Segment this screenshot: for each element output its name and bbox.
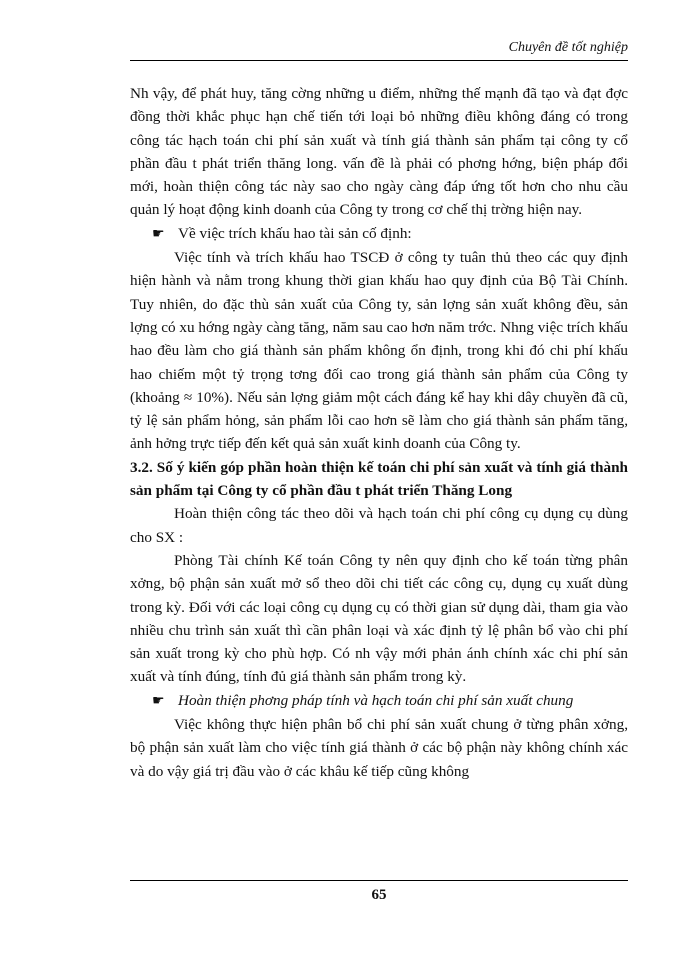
bullet-depreciation-label: Về việc trích khấu hao tài sản cố định: [178,224,412,242]
header-title: Chuyên đề tốt nghiệp [508,40,628,55]
paragraph-tools: Hoàn thiện công tác theo dõi và hạch toán chi phí công cụ dụng cụ dùng cho SX : [130,505,628,546]
pointing-hand-icon: ☛ [152,226,165,242]
page-header [130,38,628,61]
page-footer [130,880,628,904]
bullet-overhead-label: Hoàn thiện phơng pháp tính và hạch toán chi phí sản xuất chung [178,691,574,709]
page-content [130,82,628,783]
bullet-depreciation [152,222,628,246]
pointing-hand-icon: ☛ [152,693,165,709]
section-heading: 3.2. Số ý kiến góp phần hoàn thiện kế toán chi phí sản xuất và tính giá thành sản phẩm tại Công ty cổ phần đầu t phát triển Thăng Long [130,458,628,500]
paragraph-accounting-dept: Phòng Tài chính Kế toán Công ty nên quy định cho kế toán từng phân xởng, bộ phận sản xuất mở sổ theo dõi chi tiết các công cụ, dụng cụ xuất dùng trong kỳ. Đối với các loại công cụ dụng cụ có thời gian sử dụng dài, tham gia vào nhiều chu trình sản xuất thì cần phân loại và xác định tỷ lệ phân bổ vào chi phí sản xuất trong kỳ cho phù hợp. Có nh vậy mới phản ánh chính xác chi phí sản xuất và tính đúng, tính đủ giá thành sản phẩm trong kỳ. [130,551,628,686]
page-number: 65 [371,887,387,903]
paragraph-overhead: Việc không thực hiện phân bổ chi phí sản xuất chung ở từng phân xởng, bộ phận sản xuất làm cho việc tính giá thành ở các bộ phận này không chính xác và do vậy giá trị đầu vào ở các khâu kế tiếp cũng không [130,716,628,780]
paragraph-depreciation: Việc tính và trích khấu hao TSCĐ ở công ty tuân thủ theo các quy định hiện hành và nằm trong khung thời gian khấu hao quy định của Bộ Tài Chính. Tuy nhiên, do đặc thù sản xuất của Công ty, sản lợng sản xuất không đều, sản lợng có xu hớng ngày càng tăng, năm sau cao hơn năm trớc. Nhng việc trích khấu hao đều làm cho giá thành sản phẩm không ổn định, trong khi đó chi phí khấu hao chiếm một tỷ trọng tơng đối cao trong giá thành sản phẩm của Công ty (khoảng ≈ 10%). Nếu sản lợng giảm một cách đáng kể hay khi dây chuyền đã cũ, tỷ lệ sản phẩm hỏng, sản phẩm lỗi cao hơn sẽ làm cho giá thành sản phẩm tăng, ảnh hởng trực tiếp đến kết quả sản xuất kinh doanh của Công ty. [130,249,628,453]
paragraph-intro: Nh vậy, để phát huy, tăng cờng những u điểm, những thế mạnh đã tạo và đạt đợc đồng thời khắc phục hạn chế tiến tới loại bỏ những điều không đáng có trong công tác hạch toán chi phí sản xuất và tính giá thành sản phẩm tại công ty cổ phần đầu t phát triển thăng long. vấn đề là phải có phơng hớng, biện pháp đổi mới, hoàn thiện công tác này sao cho ngày càng đáp ứng tốt hơn cho nhu cầu quản lý hoạt động kinh doanh của Công ty trong cơ chế thị trờng hiện nay. [130,85,628,219]
bullet-overhead [152,689,628,713]
